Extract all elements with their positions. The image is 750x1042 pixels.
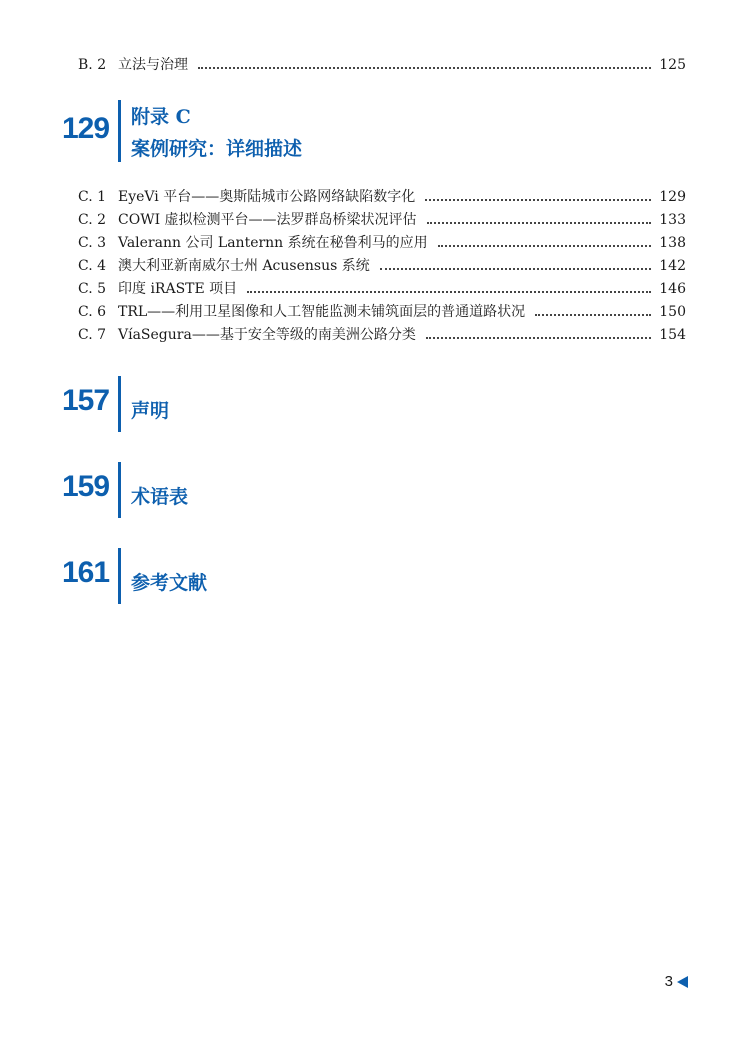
toc-entry-number: C. 3 <box>78 235 107 251</box>
toc-entry-page: 150 <box>659 304 686 320</box>
toc-entry-page: 125 <box>659 57 686 73</box>
dot-leader <box>425 199 651 201</box>
toc-entry-c6[interactable] <box>78 299 686 321</box>
page-number: 3 <box>664 973 673 990</box>
section-titles <box>131 462 188 509</box>
toc-entry-title: VíaSegura——基于安全等级的南美洲公路分类 <box>118 327 416 343</box>
section-heading-declaration[interactable] <box>62 376 169 432</box>
toc-entry-c1[interactable] <box>78 184 686 206</box>
toc-entry-number: C. 2 <box>78 212 107 228</box>
section-label: 附录 C <box>131 106 191 128</box>
section-number: 161 <box>62 556 110 589</box>
toc-entry-c2[interactable] <box>78 207 686 229</box>
arrow-left-icon <box>677 976 688 988</box>
section-heading-references[interactable] <box>62 548 207 604</box>
toc-entry-title: 立法与治理 <box>118 57 188 73</box>
toc-entry-number: C. 6 <box>78 304 107 320</box>
dot-leader <box>247 291 651 293</box>
toc-entry-title: EyeVi 平台——奥斯陆城市公路网络缺陷数字化 <box>118 189 416 205</box>
section-title: 术语表 <box>131 486 189 508</box>
section-title: 案例研究：详细描述 <box>131 138 303 160</box>
toc-entry-page: 133 <box>659 212 686 228</box>
dot-leader <box>535 314 651 316</box>
section-divider <box>118 462 121 518</box>
section-divider <box>118 548 121 604</box>
toc-entry-page: 138 <box>659 235 686 251</box>
toc-entry-title: 澳大利亚新南威尔士州 Acusensus 系统 <box>118 258 370 274</box>
toc-entry-page: 154 <box>659 327 686 343</box>
section-heading-glossary[interactable] <box>62 462 188 518</box>
toc-entry-number: C. 4 <box>78 258 107 274</box>
toc-entry-number: C. 7 <box>78 327 107 343</box>
toc-entry-page: 129 <box>659 189 686 205</box>
toc-entry-title: Valerann 公司 Lanternn 系统在秘鲁利马的应用 <box>118 235 428 251</box>
toc-entry-page: 142 <box>659 258 686 274</box>
section-titles <box>131 376 169 423</box>
toc-entry-number: C. 5 <box>78 281 107 297</box>
dot-leader <box>438 245 652 247</box>
toc-entry-title: COWI 虚拟检测平台——法罗群岛桥梁状况评估 <box>118 212 417 228</box>
toc-entry-page: 146 <box>659 281 686 297</box>
dot-leader <box>380 268 652 270</box>
section-heading-appendix-c[interactable] <box>62 100 302 162</box>
toc-entry-number: C. 1 <box>78 189 107 205</box>
toc-entry-number: B. 2 <box>78 57 107 73</box>
section-divider <box>118 376 121 432</box>
section-number: 129 <box>62 112 110 145</box>
dot-leader <box>426 337 651 339</box>
dot-leader <box>198 67 651 69</box>
toc-entry-c5[interactable] <box>78 276 686 298</box>
toc-entry-title: TRL——利用卫星图像和人工智能监测未铺筑面层的普通道路状况 <box>118 304 526 320</box>
section-number: 159 <box>62 470 110 503</box>
page-footer <box>665 973 688 990</box>
dot-leader <box>427 222 652 224</box>
section-title: 参考文献 <box>131 572 208 594</box>
toc-entry-c4[interactable] <box>78 253 686 275</box>
section-divider <box>118 100 121 162</box>
toc-entry-b2[interactable] <box>78 52 686 74</box>
section-title: 声明 <box>131 400 170 422</box>
section-titles <box>131 548 207 595</box>
section-number: 157 <box>62 384 110 417</box>
toc-entry-c7[interactable] <box>78 322 686 344</box>
section-titles <box>131 100 302 161</box>
toc-entry-title: 印度 iRASTE 项目 <box>118 281 238 297</box>
toc-entry-c3[interactable] <box>78 230 686 252</box>
